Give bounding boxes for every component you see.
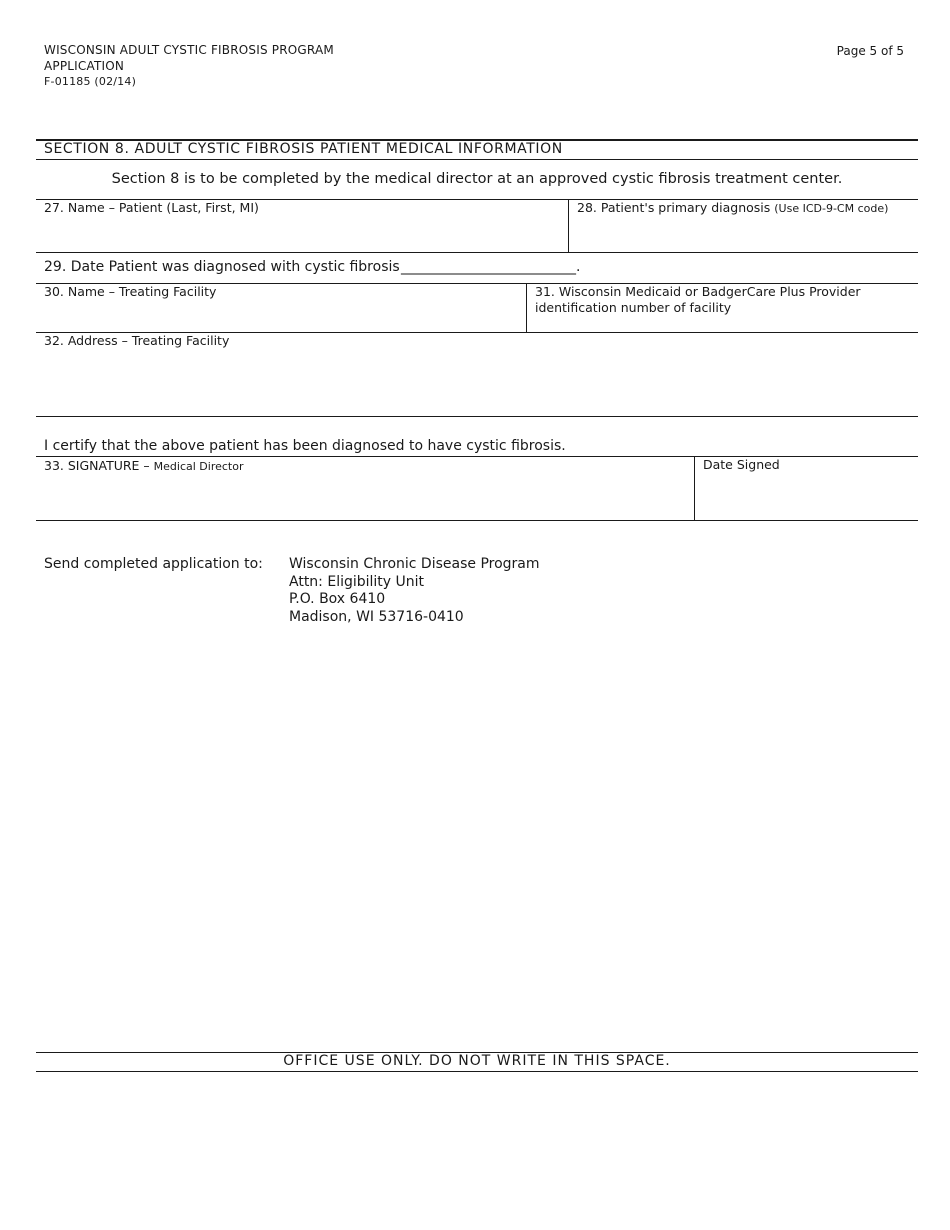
address-line-3: P.O. Box 6410 <box>289 591 386 607</box>
field-33-text: 33. SIGNATURE – <box>44 458 150 473</box>
row-32-bottom-rule <box>36 416 918 417</box>
form-header <box>44 43 334 90</box>
mailing-address <box>289 556 540 626</box>
patient-name-input[interactable] <box>44 216 562 250</box>
signature-top-rule <box>36 456 918 457</box>
field-33-sub: Medical Director <box>153 460 244 473</box>
field-31-line-1: 31. Wisconsin Medicaid or BadgerCare Plus Provider <box>535 284 861 299</box>
field-28-text: 28. Patient's primary diagnosis <box>577 200 771 215</box>
document-type: APPLICATION <box>44 58 125 73</box>
section-title-rule <box>36 159 918 160</box>
certification-statement: I certify that the above patient has been diagnosed to have cystic fibrosis. <box>44 438 566 454</box>
section-instruction: Section 8 is to be completed by the medical director at an approved cystic fibrosis treatment center. <box>111 171 843 187</box>
signature-bottom-rule <box>36 520 918 521</box>
date-signed-input[interactable] <box>703 476 912 518</box>
field-28-label <box>577 200 888 217</box>
signature-divider <box>694 456 695 520</box>
field-29-label: 29. Date Patient was diagnosed with cystic fibrosis <box>44 259 400 275</box>
date-signed-label: Date Signed <box>703 457 780 472</box>
diagnosis-date-input[interactable]: _________________________. <box>401 259 581 275</box>
row-27-divider <box>568 199 569 252</box>
signature-input[interactable] <box>44 476 688 518</box>
address-line-1: Wisconsin Chronic Disease Program <box>289 556 540 572</box>
provider-id-input[interactable] <box>535 316 912 330</box>
form-number: F-01185 (02/14) <box>44 75 137 88</box>
row-27-bottom-rule <box>36 252 918 253</box>
send-to-label: Send completed application to: <box>44 556 263 572</box>
program-title: WISCONSIN ADULT CYSTIC FIBROSIS PROGRAM <box>44 43 334 57</box>
field-27-label: 27. Name – Patient (Last, First, MI) <box>44 200 259 215</box>
field-31-label <box>535 284 861 316</box>
field-33-label <box>44 458 244 475</box>
office-use-bottom-rule <box>36 1071 918 1072</box>
treating-facility-name-input[interactable] <box>44 300 520 330</box>
section-title: SECTION 8. ADULT CYSTIC FIBROSIS PATIENT MEDICAL INFORMATION <box>44 141 563 157</box>
address-line-4: Madison, WI 53716-0410 <box>289 608 464 625</box>
field-30-label: 30. Name – Treating Facility <box>44 284 217 299</box>
address-line-2: Attn: Eligibility Unit <box>289 573 425 590</box>
primary-diagnosis-input[interactable] <box>577 216 912 250</box>
office-use-banner: OFFICE USE ONLY. DO NOT WRITE IN THIS SPACE. <box>283 1053 671 1069</box>
field-31-line-2: identification number of facility <box>535 300 732 315</box>
treating-facility-address-input[interactable] <box>44 350 912 414</box>
field-32-label: 32. Address – Treating Facility <box>44 333 230 348</box>
field-28-note: (Use ICD-9-CM code) <box>774 202 889 215</box>
page-number: Page 5 of 5 <box>836 44 904 58</box>
row-30-divider <box>526 283 527 332</box>
